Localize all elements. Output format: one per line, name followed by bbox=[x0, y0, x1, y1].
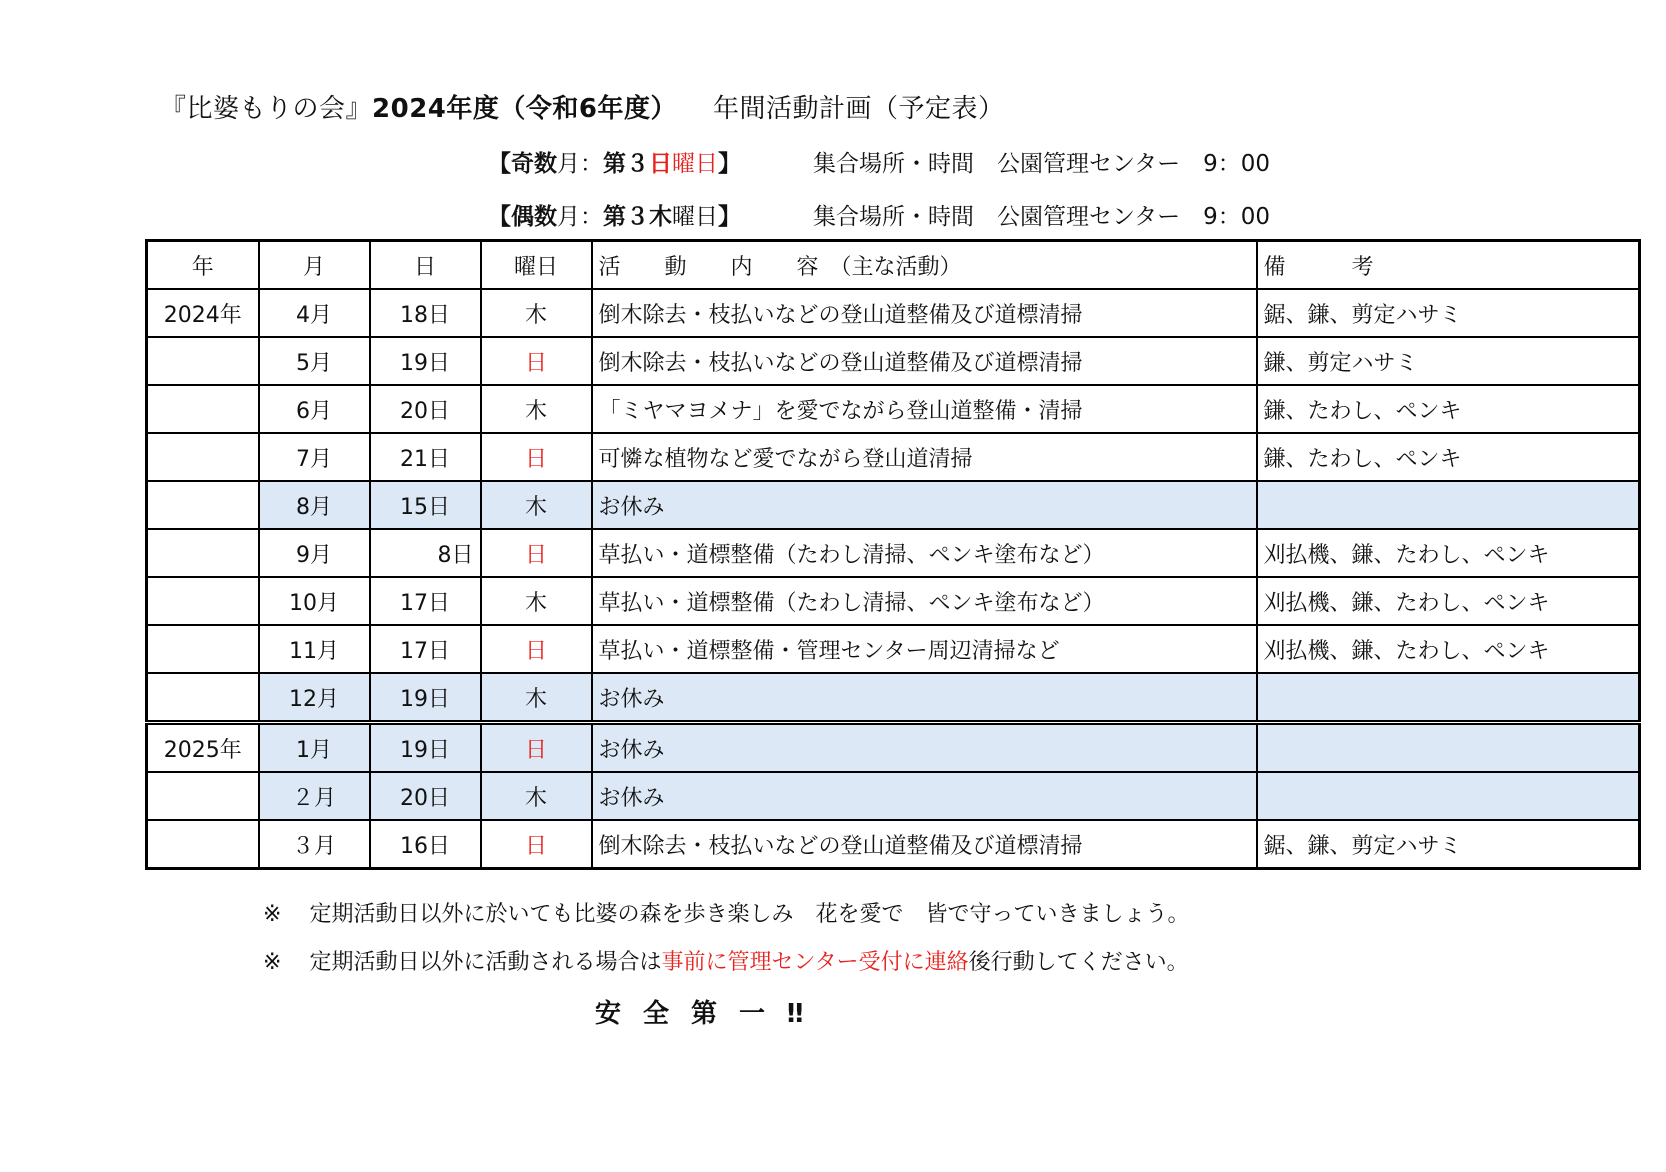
cell-notes: 鋸、鎌、剪定ハサミ bbox=[1257, 820, 1640, 869]
cell-activity: 倒木除去・枝払いなどの登山道整備及び道標清掃 bbox=[592, 820, 1257, 869]
cell-day: 21日 bbox=[370, 433, 481, 481]
table-row bbox=[147, 820, 1640, 869]
cell-day: 16日 bbox=[370, 820, 481, 869]
colon: ： bbox=[580, 151, 603, 177]
cell-notes: 鋸、鎌、剪定ハサミ bbox=[1257, 289, 1640, 337]
cell-month: 10月 bbox=[259, 577, 370, 625]
note-mark: ※ bbox=[263, 950, 282, 975]
cell-month: ３月 bbox=[259, 820, 370, 869]
cell-activity: お休み bbox=[592, 481, 1257, 529]
cell-weekday: 日 bbox=[481, 820, 592, 869]
cell-weekday: 日 bbox=[481, 433, 592, 481]
cell-day: 17日 bbox=[370, 577, 481, 625]
cell-notes bbox=[1257, 481, 1640, 529]
cell-month: 6月 bbox=[259, 385, 370, 433]
cell-month: 4月 bbox=[259, 289, 370, 337]
cell-month: ２月 bbox=[259, 772, 370, 820]
header-month: 月 bbox=[259, 241, 370, 290]
cell-day: 19日 bbox=[370, 723, 481, 773]
table-header-row bbox=[147, 241, 1640, 290]
cell-month: 5月 bbox=[259, 337, 370, 385]
cell-year: 2025年 bbox=[147, 723, 259, 773]
cell-month: 11月 bbox=[259, 625, 370, 673]
bracket-open: 【 bbox=[488, 151, 511, 177]
day-suffix: 曜日 bbox=[672, 151, 718, 177]
note-text-after: 後行動してください。 bbox=[968, 950, 1189, 975]
cell-year bbox=[147, 529, 259, 577]
cell-activity: 可憐な植物など愛でながら登山道清掃 bbox=[592, 433, 1257, 481]
cell-weekday: 日 bbox=[481, 625, 592, 673]
title-plan: 年間活動計画（予定表） bbox=[712, 94, 1005, 124]
schedule-table bbox=[145, 239, 1641, 870]
cell-day: 8日 bbox=[370, 529, 481, 577]
cell-year bbox=[147, 433, 259, 481]
cell-notes bbox=[1257, 772, 1640, 820]
cell-day: 20日 bbox=[370, 385, 481, 433]
safety-slogan: 安全第一‼ bbox=[595, 999, 826, 1029]
cell-notes: 鎌、たわし、ペンキ bbox=[1257, 385, 1640, 433]
bracket-close: 】 bbox=[718, 204, 741, 230]
note-text: 定期活動日以外に於いても比婆の森を歩き楽しみ 花を愛で 皆で守っていきましょう。 bbox=[309, 902, 1190, 927]
cell-year bbox=[147, 673, 259, 723]
cell-year bbox=[147, 625, 259, 673]
cell-day: 18日 bbox=[370, 289, 481, 337]
cell-year: 2024年 bbox=[147, 289, 259, 337]
cell-notes bbox=[1257, 723, 1640, 773]
week-label: 第３ bbox=[603, 151, 649, 177]
cell-notes: 刈払機、鎌、たわし、ペンキ bbox=[1257, 625, 1640, 673]
month-word: 月 bbox=[557, 204, 580, 230]
table-row bbox=[147, 529, 1640, 577]
cell-activity: 「ミヤマヨメナ」を愛でながら登山道整備・清掃 bbox=[592, 385, 1257, 433]
cell-day: 20日 bbox=[370, 772, 481, 820]
cell-weekday: 木 bbox=[481, 673, 592, 723]
cell-year bbox=[147, 577, 259, 625]
meeting-label: 奇数 bbox=[511, 151, 557, 177]
cell-day: 15日 bbox=[370, 481, 481, 529]
cell-activity: お休み bbox=[592, 723, 1257, 773]
cell-notes: 鎌、剪定ハサミ bbox=[1257, 337, 1640, 385]
note-highlight: 事前に管理センター受付に連絡 bbox=[661, 950, 969, 975]
table-row bbox=[147, 433, 1640, 481]
cell-year bbox=[147, 385, 259, 433]
month-word: 月 bbox=[557, 151, 580, 177]
cell-notes: 刈払機、鎌、たわし、ペンキ bbox=[1257, 529, 1640, 577]
cell-month: 1月 bbox=[259, 723, 370, 773]
meeting-label: 偶数 bbox=[511, 204, 557, 230]
week-label: 第３ bbox=[603, 204, 649, 230]
cell-activity: 草払い・道標整備（たわし清掃、ペンキ塗布など） bbox=[592, 577, 1257, 625]
cell-activity: 倒木除去・枝払いなどの登山道整備及び道標清掃 bbox=[592, 289, 1257, 337]
cell-day: 17日 bbox=[370, 625, 481, 673]
table-row bbox=[147, 289, 1640, 337]
day-char: 木 bbox=[649, 204, 672, 230]
table-row bbox=[147, 673, 1640, 723]
cell-year bbox=[147, 820, 259, 869]
cell-activity: 倒木除去・枝払いなどの登山道整備及び道標清掃 bbox=[592, 337, 1257, 385]
bracket-close: 】 bbox=[718, 151, 741, 177]
meeting-even-months bbox=[488, 198, 1270, 231]
table-row bbox=[147, 723, 1640, 773]
cell-month: 9月 bbox=[259, 529, 370, 577]
meeting-place: 集合場所・時間 公園管理センター 9：00 bbox=[813, 204, 1270, 230]
note-text: 定期活動日以外に活動される場合は bbox=[309, 950, 662, 975]
header-day: 日 bbox=[370, 241, 481, 290]
cell-activity: お休み bbox=[592, 772, 1257, 820]
cell-notes: 鎌、たわし、ペンキ bbox=[1257, 433, 1640, 481]
table-row bbox=[147, 385, 1640, 433]
cell-activity: 草払い・道標整備・管理センター周辺清掃など bbox=[592, 625, 1257, 673]
cell-weekday: 木 bbox=[481, 289, 592, 337]
cell-month: 12月 bbox=[259, 673, 370, 723]
cell-year bbox=[147, 337, 259, 385]
cell-notes bbox=[1257, 673, 1640, 723]
note-mark: ※ bbox=[263, 902, 282, 927]
header-activity: 活 動 内 容 （主な活動） bbox=[592, 241, 1257, 290]
colon: ： bbox=[580, 204, 603, 230]
cell-weekday: 木 bbox=[481, 772, 592, 820]
cell-notes: 刈払機、鎌、たわし、ペンキ bbox=[1257, 577, 1640, 625]
cell-weekday: 日 bbox=[481, 723, 592, 773]
cell-weekday: 木 bbox=[481, 577, 592, 625]
table-row bbox=[147, 625, 1640, 673]
cell-month: 8月 bbox=[259, 481, 370, 529]
cell-year bbox=[147, 481, 259, 529]
table-row bbox=[147, 577, 1640, 625]
header-notes: 備 考 bbox=[1257, 241, 1640, 290]
header-weekday: 曜日 bbox=[481, 241, 592, 290]
meeting-odd-months bbox=[488, 145, 1270, 178]
table-row bbox=[147, 337, 1640, 385]
cell-year bbox=[147, 772, 259, 820]
cell-day: 19日 bbox=[370, 337, 481, 385]
table-row bbox=[147, 481, 1640, 529]
meeting-place: 集合場所・時間 公園管理センター 9：00 bbox=[813, 151, 1270, 177]
title-prefix: 『比婆もりの会』 bbox=[160, 94, 373, 124]
footnote-2 bbox=[263, 945, 1189, 976]
title-year: 2024年度（令和6年度） bbox=[372, 94, 677, 124]
cell-weekday: 木 bbox=[481, 385, 592, 433]
cell-weekday: 木 bbox=[481, 481, 592, 529]
day-char: 日 bbox=[649, 151, 672, 177]
footnote-1 bbox=[263, 897, 1189, 928]
page-title bbox=[160, 88, 1005, 125]
cell-activity: 草払い・道標整備（たわし清掃、ペンキ塗布など） bbox=[592, 529, 1257, 577]
cell-weekday: 日 bbox=[481, 529, 592, 577]
cell-month: 7月 bbox=[259, 433, 370, 481]
header-year: 年 bbox=[147, 241, 259, 290]
bracket-open: 【 bbox=[488, 204, 511, 230]
cell-day: 19日 bbox=[370, 673, 481, 723]
cell-activity: お休み bbox=[592, 673, 1257, 723]
cell-weekday: 日 bbox=[481, 337, 592, 385]
day-suffix: 曜日 bbox=[672, 204, 718, 230]
table-row bbox=[147, 772, 1640, 820]
